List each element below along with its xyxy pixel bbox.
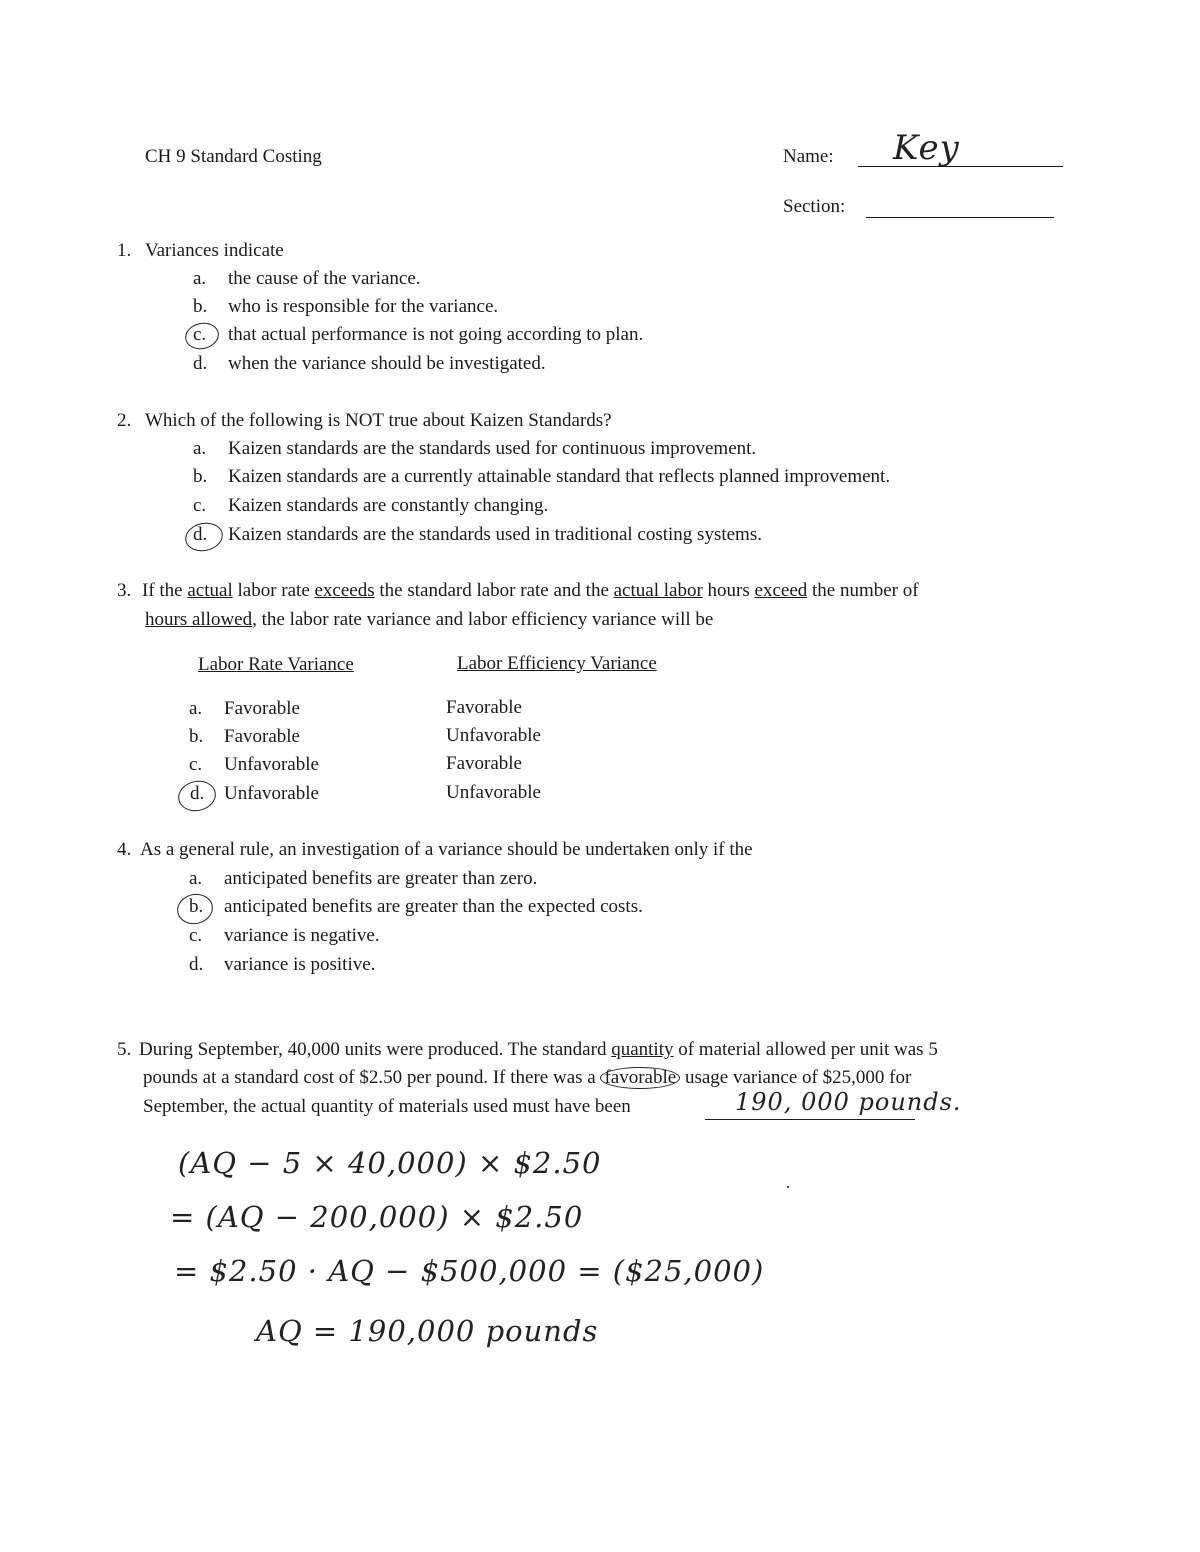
answer-blank (705, 1119, 915, 1120)
option-letter: b. (193, 296, 208, 317)
page-title: CH 9 Standard Costing (145, 146, 322, 167)
stem-text: the number of (807, 580, 919, 601)
stem-text: labor rate (232, 580, 315, 601)
question-number: 3. (117, 580, 132, 601)
efficiency-cell: Unfavorable (446, 725, 541, 746)
option-text: Kaizen standards are a currently attainable standard that reflects planned improvement. (228, 466, 891, 487)
answer-circle (174, 891, 215, 928)
name-underline (858, 166, 1063, 167)
work-line-1: (AQ − 5 × 40,000) × $2.50 (178, 1146, 602, 1180)
option-letter: c. (193, 324, 207, 345)
option-text: when the variance should be investigated. (228, 353, 546, 374)
rate-cell: Unfavorable (224, 754, 319, 775)
stem-underlined-text: quantity (611, 1039, 674, 1060)
stem-text: , the labor rate variance and labor efficiency variance will be (252, 609, 714, 630)
stem-underlined-text: actual (187, 580, 233, 601)
option-letter: a. (193, 438, 207, 459)
efficiency-cell: Favorable (446, 753, 522, 774)
question-line-3: September, the actual quantity of materials used must have been (143, 1096, 631, 1117)
question-number: 1. (117, 240, 132, 261)
work-line-4: AQ = 190,000 pounds (256, 1314, 599, 1348)
question-line-2 (143, 1067, 911, 1089)
option-text: anticipated benefits are greater than zero. (224, 868, 538, 889)
efficiency-cell: Favorable (446, 697, 522, 718)
column-header-rate: Labor Rate Variance (198, 654, 354, 675)
question-stem (142, 580, 919, 602)
option-letter: d. (193, 353, 208, 374)
question-line-1 (139, 1039, 938, 1061)
option-letter: d. (193, 524, 208, 545)
stray-mark (787, 1186, 789, 1188)
section-underline (866, 217, 1054, 218)
option-text: Kaizen standards are the standards used in traditional costing systems. (228, 524, 762, 545)
answer-circle (175, 777, 218, 814)
name-label: Name: (783, 146, 834, 167)
question-number: 4. (117, 839, 132, 860)
rate-cell: Favorable (224, 726, 300, 747)
question-number: 2. (117, 410, 132, 431)
option-text: who is responsible for the variance. (228, 296, 499, 317)
question-stem: Which of the following is NOT true about Kaizen Standards? (145, 410, 612, 431)
stem-underlined-text: hours allowed (145, 609, 253, 630)
name-value: Key (893, 128, 960, 168)
option-letter: b. (189, 726, 204, 747)
option-letter: b. (189, 896, 204, 917)
option-letter: a. (193, 268, 207, 289)
option-text: variance is negative. (224, 925, 380, 946)
option-text: the cause of the variance. (228, 268, 421, 289)
option-letter: d. (190, 783, 205, 804)
rate-cell: Unfavorable (224, 783, 319, 804)
option-letter: c. (189, 754, 203, 775)
option-letter: b. (193, 466, 208, 487)
question-stem: Variances indicate (145, 240, 284, 261)
stem-text: of material allowed per unit was 5 (673, 1039, 938, 1060)
column-header-efficiency: Labor Efficiency Variance (457, 653, 657, 674)
option-letter: c. (189, 925, 203, 946)
handwritten-answer: 190, 000 pounds. (735, 1088, 962, 1116)
section-label: Section: (783, 196, 846, 217)
stem-text: pounds at a standard cost of $2.50 per pound. If there was a (143, 1067, 601, 1088)
option-text: Kaizen standards are constantly changing. (228, 495, 549, 516)
option-text: that actual performance is not going according to plan. (228, 324, 644, 345)
option-letter: a. (189, 698, 203, 719)
stem-text: the standard labor rate and the (374, 580, 614, 601)
stem-text: hours (702, 580, 755, 601)
option-letter: c. (193, 495, 207, 516)
option-text: variance is positive. (224, 954, 376, 975)
stem-text: If the (142, 580, 188, 601)
work-line-3: = $2.50 · AQ − $500,000 = ($25,000) (174, 1254, 765, 1288)
option-letter: d. (189, 954, 204, 975)
question-stem: As a general rule, an investigation of a variance should be undertaken only if the (140, 839, 753, 860)
stem-underlined-text: exceeds (314, 580, 375, 601)
question-number: 5. (117, 1039, 132, 1060)
rate-cell: Favorable (224, 698, 300, 719)
stem-underlined-text: actual labor (613, 580, 703, 601)
efficiency-cell: Unfavorable (446, 782, 541, 803)
question-stem-line-2 (145, 609, 713, 631)
option-letter: a. (189, 868, 203, 889)
favorable-circled-word: favorable (600, 1067, 680, 1089)
answer-circle (183, 519, 226, 554)
work-line-2: = (AQ − 200,000) × $2.50 (170, 1200, 584, 1234)
stem-text: usage variance of $25,000 for (680, 1067, 912, 1088)
option-text: Kaizen standards are the standards used for continuous improvement. (228, 438, 757, 459)
option-text: anticipated benefits are greater than the expected costs. (224, 896, 643, 917)
stem-text: During September, 40,000 units were produced. The standard (139, 1039, 612, 1060)
answer-circle (183, 320, 222, 353)
stem-underlined-text: exceed (754, 580, 808, 601)
